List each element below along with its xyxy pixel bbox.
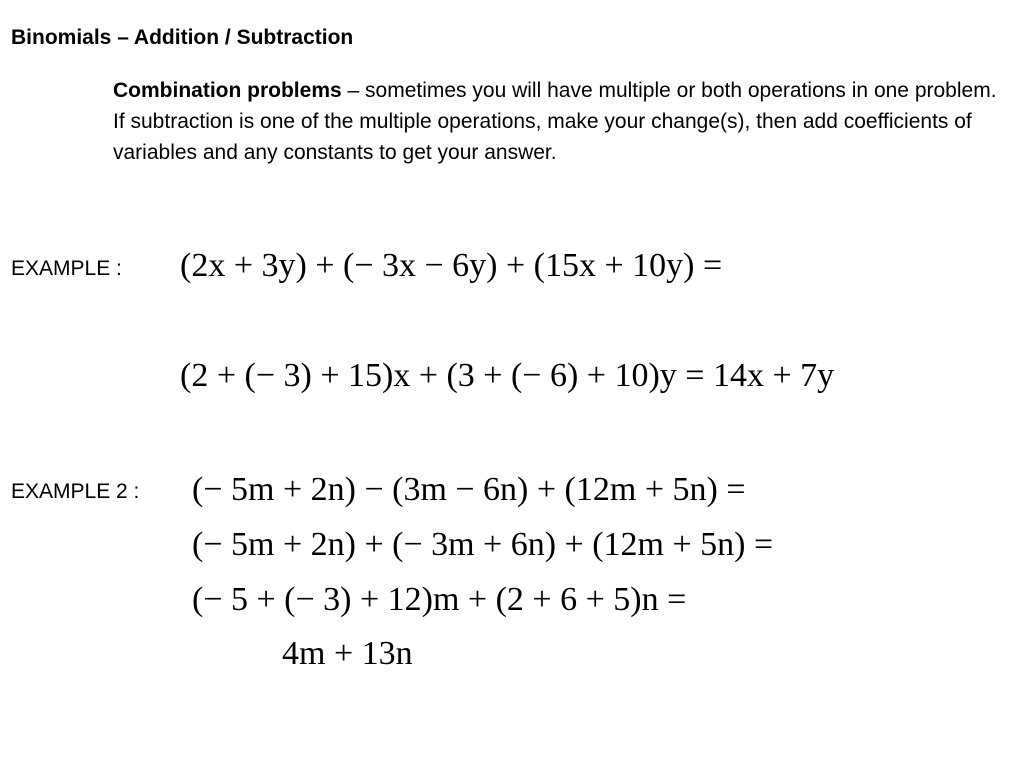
example-2-step-2: (− 5 + (− 3) + 12)m + (2 + 6 + 5)n = [192,581,687,618]
intro-paragraph [113,75,1003,168]
example-1-label: EXAMPLE : [11,257,122,280]
page-title: Binomials – Addition / Subtraction [11,26,354,49]
example-2-label: EXAMPLE 2 : [11,480,140,503]
intro-text: – sometimes you will have multiple or both operations in one problem. If subtraction is one of the multiple operations, make your change(s), then add coefficients of variables and any constants to get your answer. [113,79,997,164]
intro-lead: Combination problems [113,79,342,102]
example-2-problem: (− 5m + 2n) − (3m − 6n) + (12m + 5n) = [192,471,746,508]
example-2-step-1: (− 5m + 2n) + (− 3m + 6n) + (12m + 5n) = [192,526,774,563]
example-1-problem: (2x + 3y) + (− 3x − 6y) + (15x + 10y) = [180,247,723,284]
example-2-answer: 4m + 13n [282,635,413,672]
example-1-solution: (2 + (− 3) + 15)x + (3 + (− 6) + 10)y = 14x + 7y [180,357,835,394]
